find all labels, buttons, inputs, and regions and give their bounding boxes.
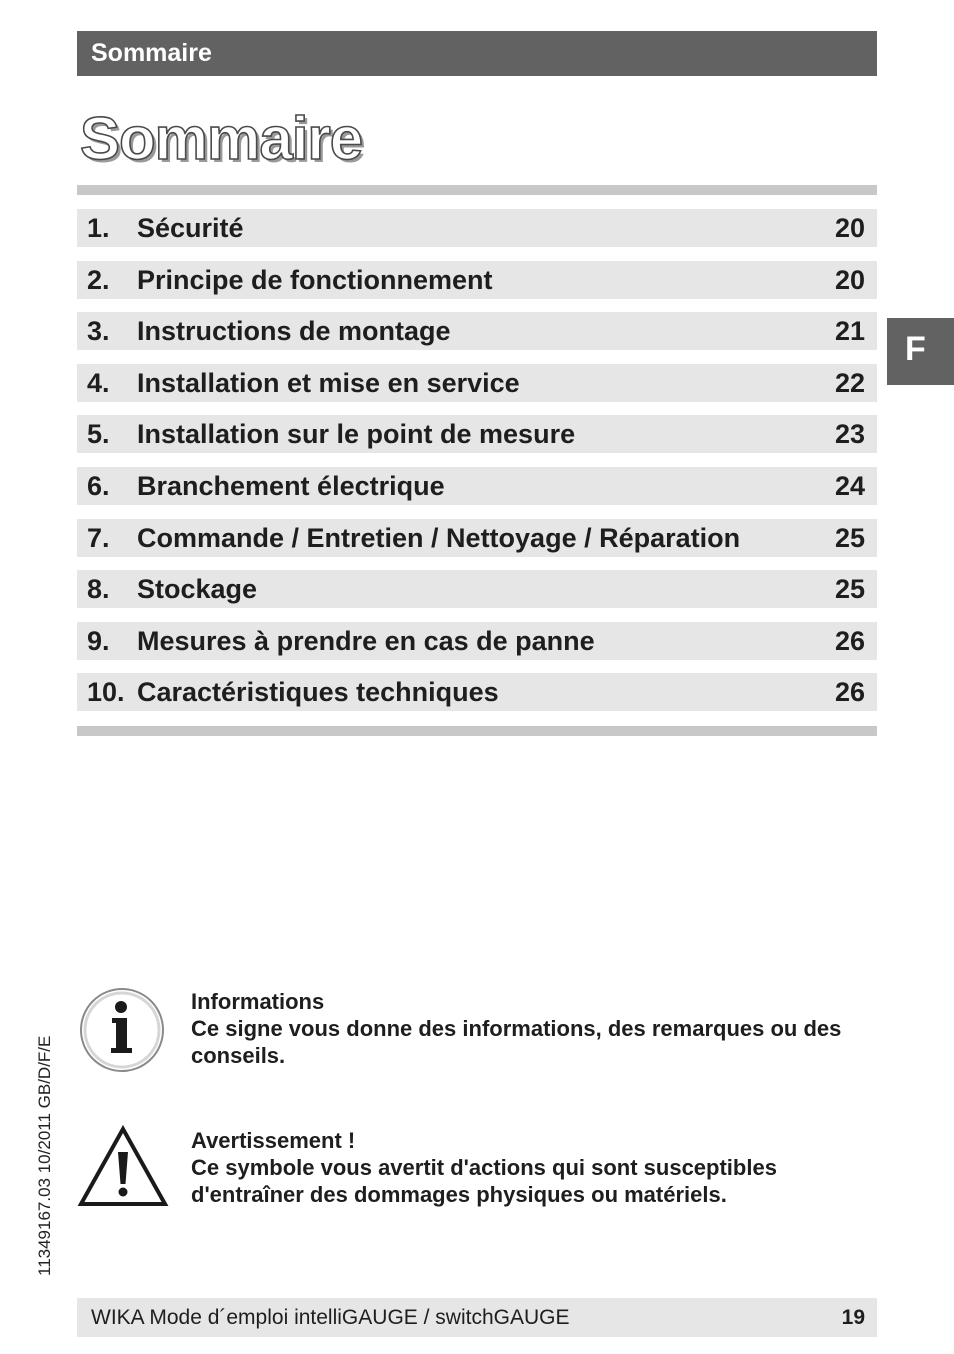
toc-item-number: 5.: [87, 419, 110, 450]
toc-item-stockage[interactable]: [77, 570, 877, 608]
toc-item-commande[interactable]: [77, 519, 877, 557]
toc-item-number: 2.: [87, 264, 110, 295]
warning-notice-title: Avertissement !: [191, 1128, 356, 1153]
toc-item-label: Principe de fonctionnement: [137, 264, 493, 295]
toc-item-number: 7.: [87, 522, 110, 553]
toc-item-label: Installation sur le point de mesure: [137, 419, 576, 450]
toc-item-page: 22: [834, 367, 865, 398]
toc-item-label: Caractéristiques techniques: [137, 677, 499, 708]
toc-item-caracteristiques[interactable]: [77, 673, 877, 711]
toc-item-label: Branchement électrique: [137, 470, 445, 501]
table-of-contents: [77, 209, 877, 725]
section-header-label: Sommaire: [91, 39, 212, 67]
toc-item-number: 8.: [87, 574, 110, 605]
toc-item-page: 25: [834, 522, 865, 553]
info-notice: [77, 985, 877, 1075]
toc-item-number: 10.: [87, 677, 125, 708]
toc-item-page: 24: [834, 470, 865, 501]
toc-item-page: 21: [834, 316, 865, 347]
toc-item-label: Mesures à prendre en cas de panne: [137, 625, 595, 656]
toc-item-branchement[interactable]: [77, 467, 877, 505]
toc-item-page: 26: [834, 625, 865, 656]
toc-item-number: 3.: [87, 316, 110, 347]
info-notice-text: [191, 988, 881, 1069]
toc-item-page: 20: [834, 213, 865, 243]
toc-item-number: 9.: [87, 625, 110, 656]
warning-notice-text: [191, 1127, 881, 1208]
page-title: Sommaire: [80, 105, 363, 172]
toc-item-label: Sécurité: [137, 213, 244, 243]
footer-text: WIKA Mode d´emploi intelliGAUGE / switchGAUGE: [91, 1306, 570, 1329]
toc-item-principe[interactable]: [77, 261, 877, 299]
toc-item-page: 25: [834, 574, 865, 605]
toc-item-point-de-mesure[interactable]: [77, 415, 877, 453]
divider-bottom: [77, 726, 877, 736]
language-tab: F: [887, 318, 954, 385]
toc-item-page: 23: [834, 419, 865, 450]
divider-top: [77, 185, 877, 195]
toc-item-panne[interactable]: [77, 622, 877, 660]
info-icon: [77, 985, 167, 1075]
toc-item-installation[interactable]: [77, 364, 877, 402]
toc-item-label: Instructions de montage: [137, 316, 451, 347]
toc-item-number: 1.: [87, 213, 110, 243]
document-code: 11349167.03 10/2011 GB/D/F/E: [35, 1035, 54, 1276]
warning-notice-body: Ce symbole vous avertit d'actions qui sont susceptibles d'entraîner des dommages physiques ou matériels.: [191, 1155, 777, 1207]
toc-item-label: Commande / Entretien / Nettoyage / Réparation: [137, 522, 741, 553]
warning-triangle-icon: [77, 1124, 169, 1208]
section-header-bar: [77, 31, 877, 76]
toc-item-number: 4.: [87, 367, 110, 398]
info-notice-body: Ce signe vous donne des informations, des remarques ou des conseils.: [191, 1016, 842, 1068]
info-notice-title: Informations: [191, 989, 325, 1014]
toc-item-label: Installation et mise en service: [137, 367, 520, 398]
toc-item-number: 6.: [87, 470, 110, 501]
warning-notice: [77, 1124, 877, 1214]
toc-item-montage[interactable]: [77, 312, 877, 350]
toc-item-page: 26: [834, 677, 865, 708]
footer-bar: [77, 1298, 877, 1337]
toc-item-label: Stockage: [137, 574, 258, 605]
toc-item-page: 20: [834, 264, 865, 295]
page-number: 19: [841, 1306, 865, 1329]
toc-item-securite[interactable]: [77, 209, 877, 247]
